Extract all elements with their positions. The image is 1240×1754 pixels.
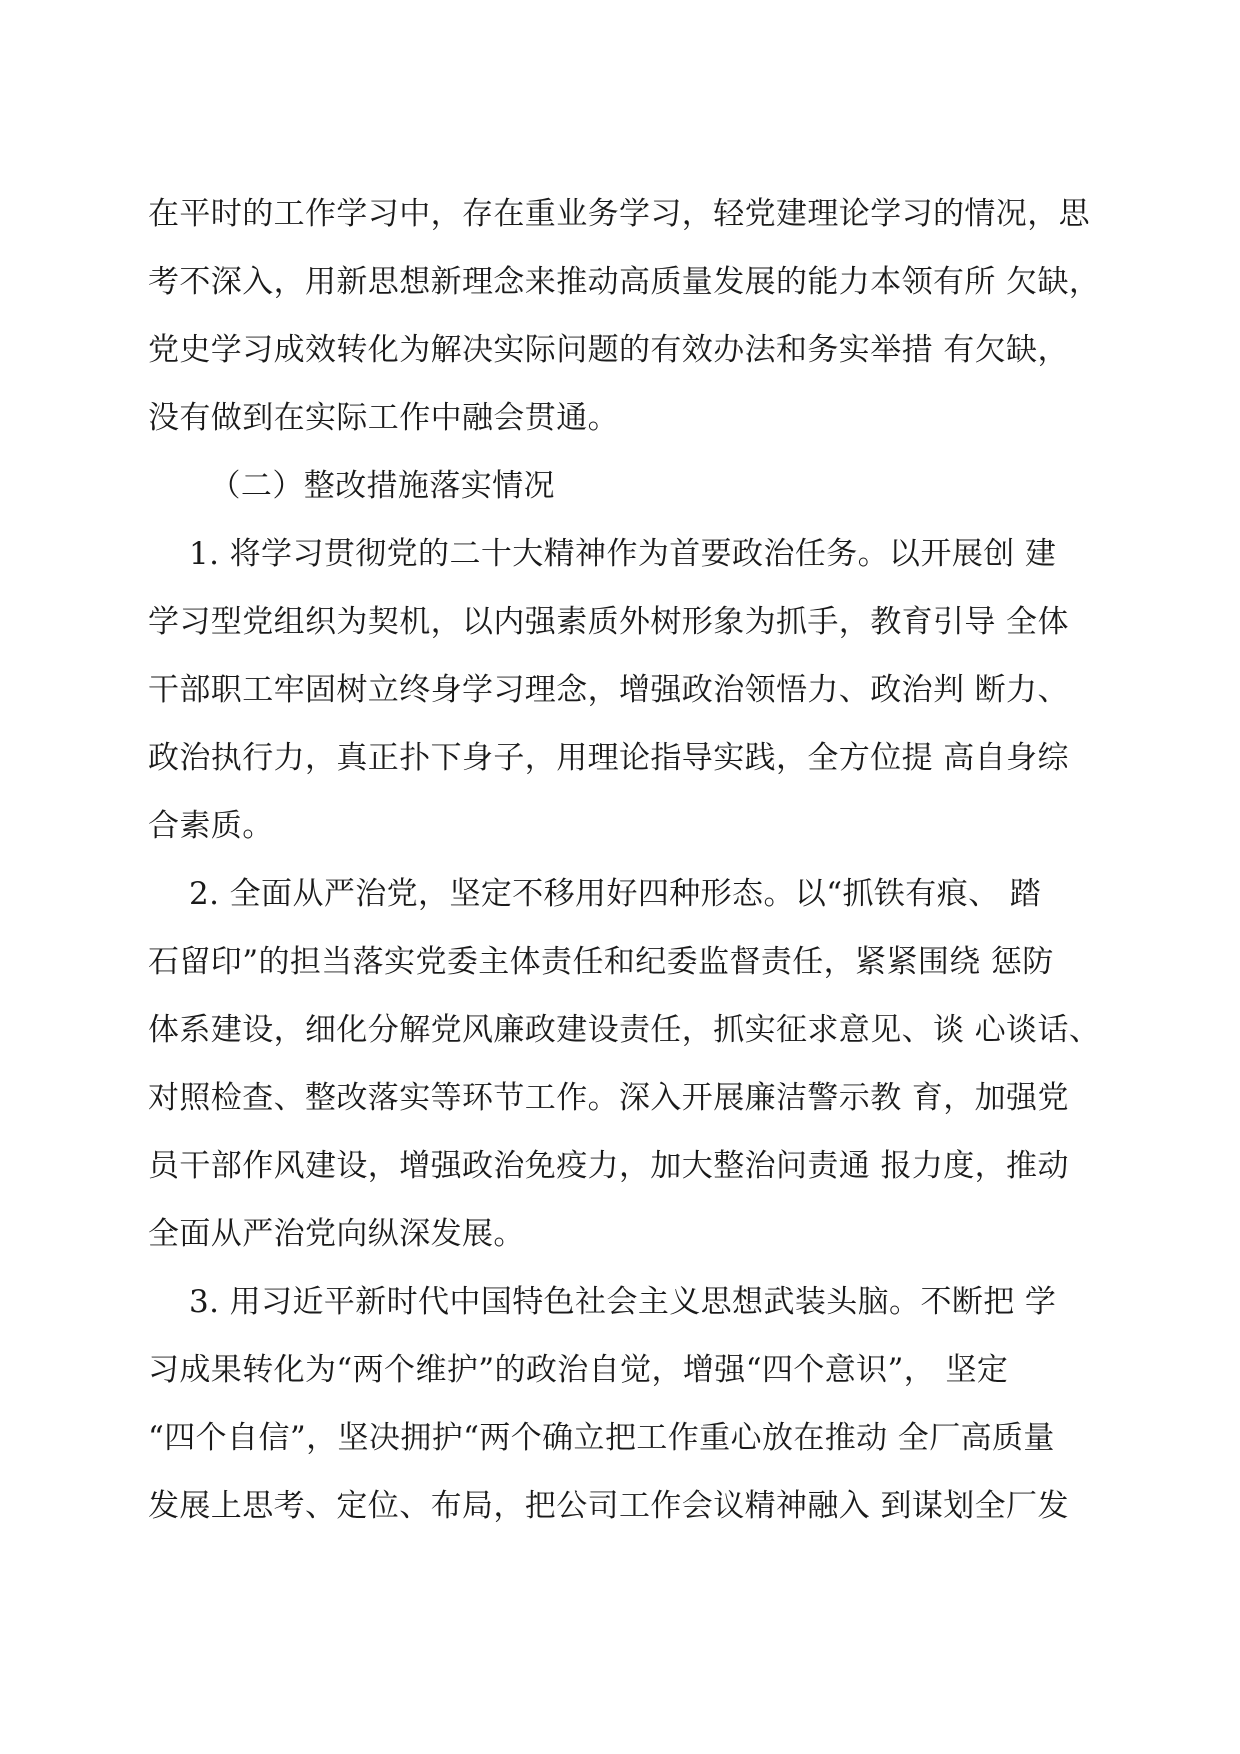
text-line: 2. 全面从严治党，坚定不移用好四种形态。以“抓铁有痕、 踏 bbox=[148, 876, 1042, 912]
text-line: 3. 用习近平新时代中国特色社会主义思想武装头脑。不断把 学 bbox=[148, 1284, 1057, 1320]
text-line: 合素质。 bbox=[148, 808, 274, 844]
text-line: 体系建设，细化分解党风廉政建设责任，抓实征求意见、谈 心谈话、 bbox=[148, 1012, 1101, 1048]
text-line: 干部职工牢固树立终身学习理念，增强政治领悟力、政治判 断力、 bbox=[148, 672, 1069, 708]
body-text bbox=[148, 180, 1108, 1540]
text-line: 习成果转化为“两个维护”的政治自觉，增强“四个意识”， 坚定 bbox=[148, 1352, 1009, 1388]
text-line: 政治执行力，真正扑下身子，用理论指导实践，全方位提 高自身综 bbox=[148, 740, 1069, 776]
text-line: 党史学习成效转化为解决实际问题的有效办法和务实举措 有欠缺， bbox=[148, 332, 1069, 368]
text-line: 全面从严治党向纵深发展。 bbox=[148, 1216, 525, 1252]
text-line: 员干部作风建设，增强政治免疫力，加大整治问责通 报力度，推动 bbox=[148, 1148, 1069, 1184]
text-line: 石留印”的担当落实党委主体责任和纪委监督责任，紧紧围绕 惩防 bbox=[148, 944, 1054, 980]
text-line: 对照检查、整改落实等环节工作。深入开展廉洁警示教 育，加强党 bbox=[148, 1080, 1069, 1116]
text-line: 学习型党组织为契机，以内强素质外树形象为抓手，教育引导 全体 bbox=[148, 604, 1069, 640]
text-line: “四个自信”，坚决拥护“两个确立把工作重心放在推动 全厂高质量 bbox=[148, 1420, 1055, 1456]
text-line: 发展上思考、定位、布局，把公司工作会议精神融入 到谋划全厂发 bbox=[148, 1488, 1069, 1524]
text-line: 考不深入，用新思想新理念来推动高质量发展的能力本领有所 欠缺， bbox=[148, 264, 1101, 300]
section-heading: （二）整改措施落实情况 bbox=[148, 468, 555, 504]
text-line: 在平时的工作学习中，存在重业务学习，轻党建理论学习的情况，思 bbox=[148, 196, 1090, 232]
text-line: 没有做到在实际工作中融会贯通。 bbox=[148, 400, 619, 436]
text-line: 1. 将学习贯彻党的二十大精神作为首要政治任务。以开展创 建 bbox=[148, 536, 1057, 572]
